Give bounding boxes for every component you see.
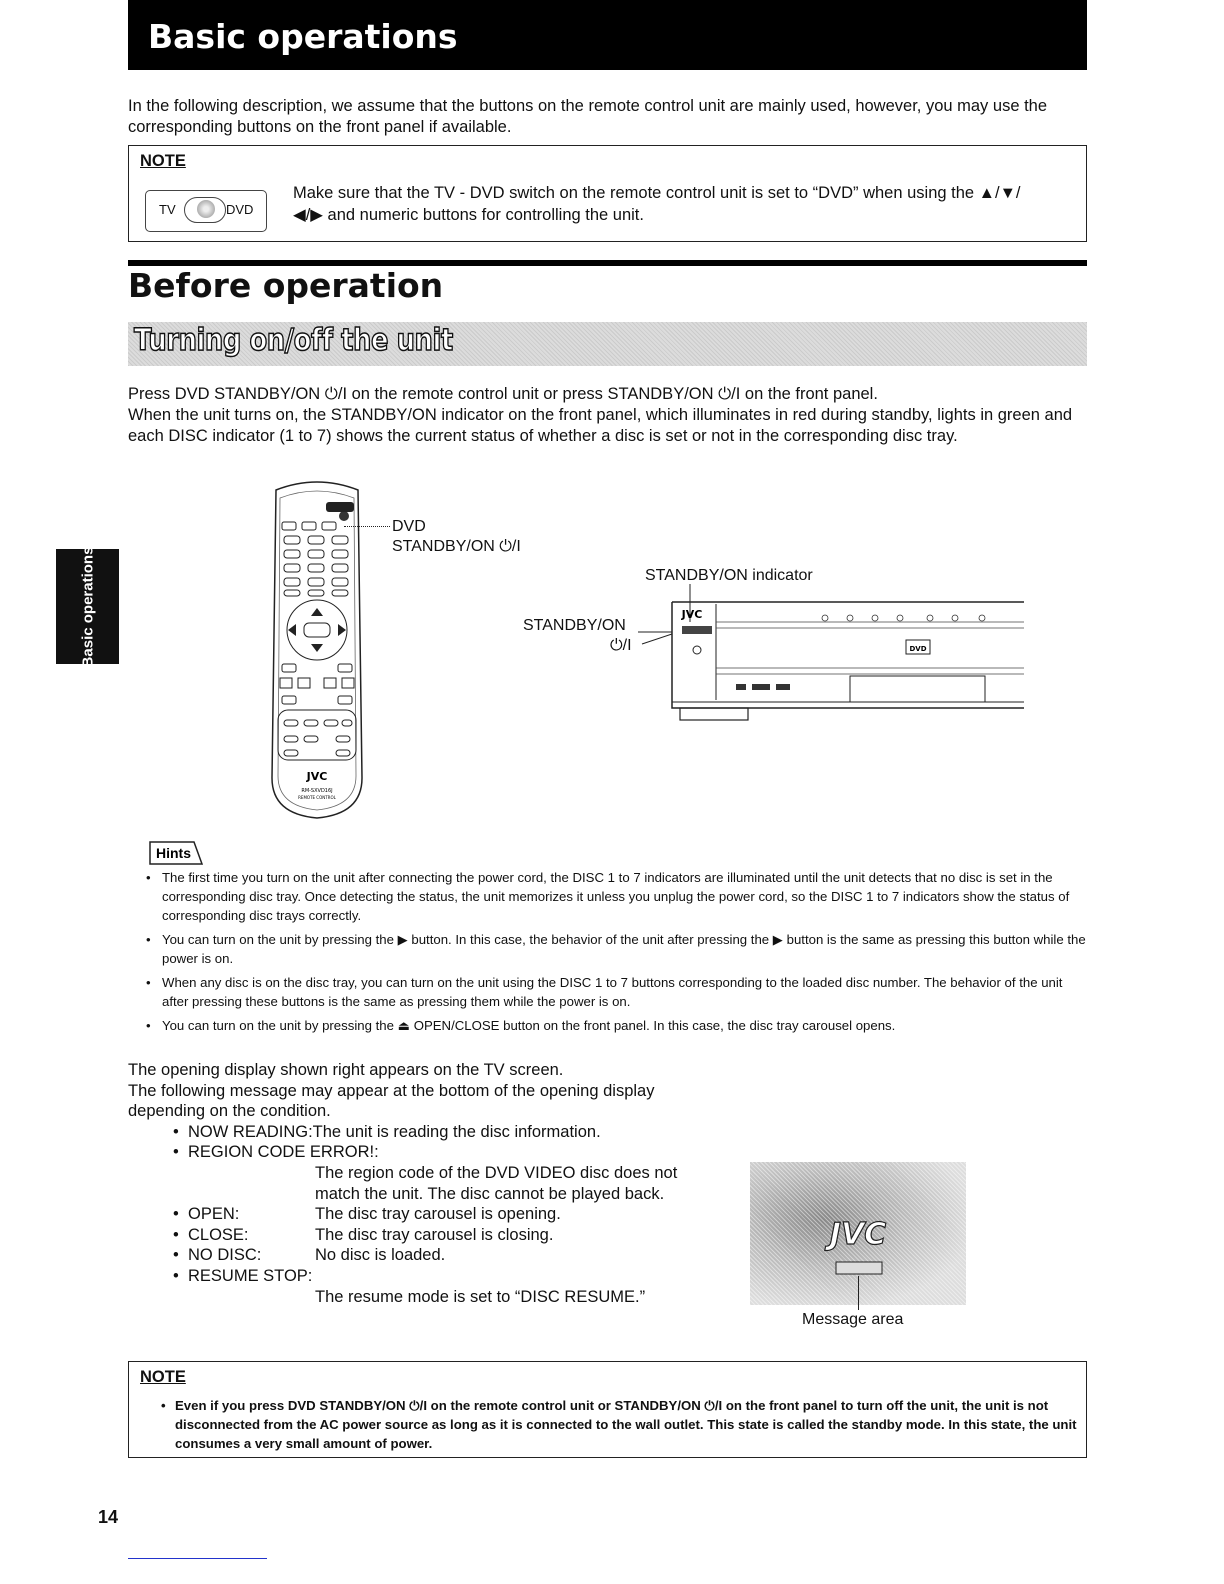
paragraph-2: When the unit turns on, the STANDBY/ON indicator on the front panel, which illuminates in red during standby, lights in green and each DISC indicator (1 to 7) shows the current status of whether a disc is set or not in the corresponding disc tray. xyxy=(128,406,1073,445)
remote-label-line-1: DVD xyxy=(392,518,426,535)
message-area-leader xyxy=(858,1276,859,1310)
hint-item: • When any disc is on the disc tray, you can turn on the unit using the DISC 1 to 7 buttons corresponding to the loaded disc number. The behavior of the unit after pressing these buttons is the same as pressing them while the power is on. xyxy=(146,973,1086,1011)
paragraph-1: Press DVD STANDBY/ON ⏻/I on the remote control unit or press STANDBY/ON ⏻/I on the front panel. xyxy=(128,385,878,403)
remote-leader-line xyxy=(344,526,390,527)
message-item: • NO DISC: No disc is loaded. xyxy=(173,1246,446,1265)
message-item: • REGION CODE ERROR!: xyxy=(173,1143,379,1162)
message-item: • NOW READING:The unit is reading the disc information. xyxy=(173,1122,601,1141)
subsection-title: Turning on/off the unit xyxy=(134,323,453,358)
section-title: Before operation xyxy=(128,266,444,305)
note-title: NOTE xyxy=(140,152,186,170)
panel-button-label-2: ⏻/I xyxy=(610,637,632,654)
panel-dvd-logo: DVD xyxy=(909,645,927,653)
page-number: 14 xyxy=(98,1507,119,1527)
note-title: NOTE xyxy=(140,1368,186,1386)
hint-item: • The first time you turn on the unit after connecting the power cord, the DISC 1 to 7 indicators are illuminated until the unit detects that no disc is set in the corresponding disc tray. Once detecting the status, the unit memorizes it unless you unplug the power cord, so the DISC 1 to 7 indicators show the status of corresponding disc trays correctly. xyxy=(146,868,1086,925)
note-line-2: ◀/▶ and numeric buttons for controlling the unit. xyxy=(293,206,644,224)
hints-title: Hints xyxy=(156,845,191,861)
hint-item: • You can turn on the unit by pressing the ▶ button. In this case, the behavior of the unit after pressing the ▶ button is the same as pressing this button while the power is on. xyxy=(146,930,1086,968)
opening-line-3: depending on the condition. xyxy=(128,1102,331,1121)
hints-icon xyxy=(148,838,208,866)
footer-line xyxy=(128,1558,267,1559)
switch-tv-label: TV xyxy=(159,202,176,217)
switch-dvd-label: DVD xyxy=(226,202,254,217)
subsection-band xyxy=(128,322,1087,366)
note-line-1: Make sure that the TV - DVD switch on the remote control unit is set to “DVD” when using the ▲/▼/ xyxy=(293,184,1021,202)
tv-dvd-switch-illustration xyxy=(145,190,267,232)
remote-brand: JVC xyxy=(306,770,328,783)
note-bottom-text: • Even if you press DVD STANDBY/ON ⏻/I on the remote control unit or STANDBY/ON ⏻/I on the front panel to turn off the unit, the unit is not disconnected from the AC power source as long as it is connected to the wall outlet. This state is called the standby mode. In this state, the unit consumes a very small amount of power. xyxy=(161,1396,1085,1453)
front-panel-illustration xyxy=(630,582,1024,724)
page-header: Basic operations xyxy=(128,0,1087,70)
switch-knob-icon xyxy=(184,197,226,223)
intro-text: In the following description, we assume that the buttons on the remote control unit are mainly used, however, you may use the corresponding buttons on the front panel if available. xyxy=(128,97,1048,136)
hints-list xyxy=(146,868,1086,1040)
remote-standby-label xyxy=(392,517,521,557)
note-text xyxy=(293,182,1093,226)
message-item: • OPEN: The disc tray carousel is opening. xyxy=(173,1205,561,1224)
indicator-label: STANDBY/ON indicator xyxy=(645,567,813,584)
hints-badge xyxy=(148,838,208,871)
opening-line-1: The opening display shown right appears on the TV screen. xyxy=(128,1061,564,1079)
hint-item: • You can turn on the unit by pressing the ⏏ OPEN/CLOSE button on the front panel. In this case, the disc tray carousel opens. xyxy=(146,1016,1086,1035)
message-item: The resume mode is set to “DISC RESUME.” xyxy=(315,1287,646,1306)
opening-line-2: The following message may appear at the bottom of the opening display xyxy=(128,1081,655,1100)
message-item: • CLOSE: The disc tray carousel is closing. xyxy=(173,1225,554,1244)
remote-caption: REMOTE CONTROL xyxy=(298,795,336,800)
panel-button-label-1: STANDBY/ON xyxy=(523,617,626,634)
message-item: • RESUME STOP: xyxy=(173,1266,313,1285)
side-tab xyxy=(56,546,119,667)
message-area-label: Message area xyxy=(802,1311,904,1328)
opening-section xyxy=(128,1060,728,1307)
message-item: The region code of the DVD VIDEO disc does not match the unit. The disc cannot be played back. xyxy=(315,1163,678,1203)
remote-label-line-2: STANDBY/ON ⏻/I xyxy=(392,538,521,555)
note-box-bottom xyxy=(128,1361,1087,1458)
remote-model: RM-SXVD16J xyxy=(301,788,333,794)
remote-control-illustration xyxy=(262,478,372,826)
side-tab-label: Basic operations xyxy=(79,546,96,667)
note-box-top xyxy=(128,145,1087,242)
player-brand: JVC xyxy=(681,608,703,621)
screen-jvc-logo: JVC xyxy=(829,1217,887,1252)
